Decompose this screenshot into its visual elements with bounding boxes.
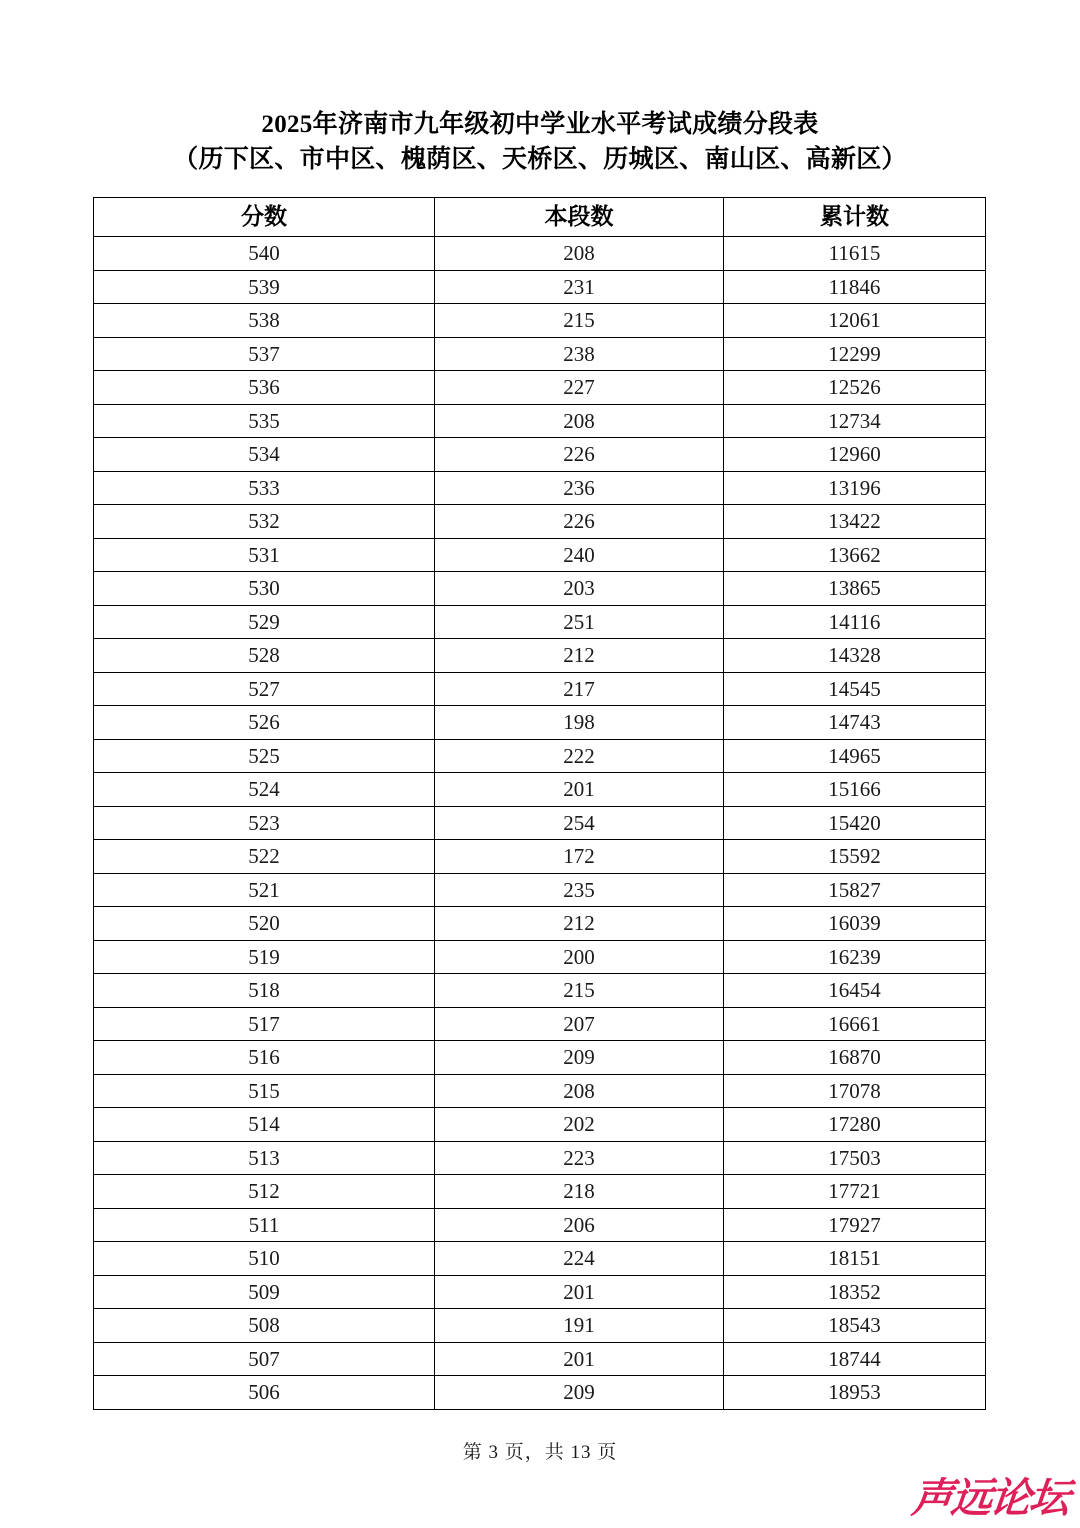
cell-segment-count: 201	[435, 1342, 724, 1376]
cell-segment-count: 215	[435, 304, 724, 338]
cell-cumulative-count: 18543	[724, 1309, 986, 1343]
cell-cumulative-count: 16870	[724, 1041, 986, 1075]
page-title: 2025年济南市九年级初中学业水平考试成绩分段表	[261, 111, 819, 138]
cell-segment-count: 235	[435, 873, 724, 907]
cell-cumulative-count: 16239	[724, 940, 986, 974]
cell-score: 531	[94, 538, 435, 572]
column-header-segment-count: 本段数	[435, 198, 724, 237]
cell-segment-count: 251	[435, 605, 724, 639]
cell-score: 526	[94, 706, 435, 740]
table-row	[94, 505, 986, 539]
cell-score: 535	[94, 404, 435, 438]
forum-watermark-logo	[853, 1470, 1071, 1526]
cell-segment-count: 206	[435, 1208, 724, 1242]
cell-score: 509	[94, 1275, 435, 1309]
cell-cumulative-count: 16454	[724, 974, 986, 1008]
cell-segment-count: 198	[435, 706, 724, 740]
cell-segment-count: 215	[435, 974, 724, 1008]
cell-segment-count: 203	[435, 572, 724, 606]
score-table-container	[93, 197, 985, 1410]
table-row	[94, 371, 986, 405]
table-row	[94, 438, 986, 472]
cell-score: 539	[94, 270, 435, 304]
table-row	[94, 1108, 986, 1142]
table-header	[94, 198, 986, 237]
page-footer: 第 3 页，共 13 页	[462, 1442, 618, 1463]
table-row	[94, 773, 986, 807]
cell-segment-count: 172	[435, 840, 724, 874]
cell-segment-count: 201	[435, 1275, 724, 1309]
cell-segment-count: 226	[435, 438, 724, 472]
table-row	[94, 304, 986, 338]
cell-score: 530	[94, 572, 435, 606]
cell-score: 510	[94, 1242, 435, 1276]
cell-score: 537	[94, 337, 435, 371]
table-row	[94, 706, 986, 740]
table-row	[94, 1376, 986, 1410]
cell-cumulative-count: 17078	[724, 1074, 986, 1108]
cell-score: 520	[94, 907, 435, 941]
title-block	[0, 0, 1080, 178]
score-distribution-table	[93, 197, 986, 1410]
cell-cumulative-count: 12960	[724, 438, 986, 472]
cell-segment-count: 191	[435, 1309, 724, 1343]
cell-segment-count: 208	[435, 1074, 724, 1108]
table-row	[94, 538, 986, 572]
cell-cumulative-count: 11615	[724, 237, 986, 271]
cell-segment-count: 201	[435, 773, 724, 807]
table-row	[94, 1342, 986, 1376]
cell-segment-count: 200	[435, 940, 724, 974]
cell-segment-count: 227	[435, 371, 724, 405]
table-row	[94, 1007, 986, 1041]
cell-segment-count: 236	[435, 471, 724, 505]
cell-cumulative-count: 18352	[724, 1275, 986, 1309]
cell-score: 513	[94, 1141, 435, 1175]
cell-score: 516	[94, 1041, 435, 1075]
column-header-score: 分数	[94, 198, 435, 237]
table-row	[94, 237, 986, 271]
cell-segment-count: 240	[435, 538, 724, 572]
table-row	[94, 1041, 986, 1075]
cell-score: 538	[94, 304, 435, 338]
table-row	[94, 840, 986, 874]
cell-segment-count: 208	[435, 404, 724, 438]
cell-segment-count: 238	[435, 337, 724, 371]
table-row	[94, 605, 986, 639]
table-row	[94, 907, 986, 941]
cell-score: 507	[94, 1342, 435, 1376]
cell-score: 533	[94, 471, 435, 505]
cell-score: 523	[94, 806, 435, 840]
table-row	[94, 806, 986, 840]
cell-cumulative-count: 17927	[724, 1208, 986, 1242]
table-body	[94, 237, 986, 1410]
table-row	[94, 1074, 986, 1108]
cell-score: 514	[94, 1108, 435, 1142]
cell-segment-count: 218	[435, 1175, 724, 1209]
table-row	[94, 672, 986, 706]
column-header-cumulative-count: 累计数	[724, 198, 986, 237]
table-row	[94, 1309, 986, 1343]
table-row	[94, 1208, 986, 1242]
page-subtitle: （历下区、市中区、槐荫区、天桥区、历城区、南山区、高新区）	[173, 146, 907, 173]
forum-logo-text: 声远论坛	[909, 1473, 1071, 1522]
cell-segment-count: 226	[435, 505, 724, 539]
table-row	[94, 974, 986, 1008]
cell-cumulative-count: 13422	[724, 505, 986, 539]
cell-score: 511	[94, 1208, 435, 1242]
cell-score: 532	[94, 505, 435, 539]
cell-cumulative-count: 14116	[724, 605, 986, 639]
cell-cumulative-count: 15166	[724, 773, 986, 807]
table-row	[94, 404, 986, 438]
cell-score: 517	[94, 1007, 435, 1041]
table-row	[94, 1175, 986, 1209]
cell-cumulative-count: 18151	[724, 1242, 986, 1276]
table-row	[94, 572, 986, 606]
cell-cumulative-count: 15827	[724, 873, 986, 907]
cell-cumulative-count: 11846	[724, 270, 986, 304]
cell-score: 508	[94, 1309, 435, 1343]
cell-cumulative-count: 12299	[724, 337, 986, 371]
cell-segment-count: 209	[435, 1041, 724, 1075]
cell-cumulative-count: 14965	[724, 739, 986, 773]
cell-cumulative-count: 12526	[724, 371, 986, 405]
table-row	[94, 739, 986, 773]
cell-score: 536	[94, 371, 435, 405]
cell-score: 512	[94, 1175, 435, 1209]
cell-segment-count: 224	[435, 1242, 724, 1276]
table-row	[94, 639, 986, 673]
table-row	[94, 471, 986, 505]
cell-cumulative-count: 16039	[724, 907, 986, 941]
cell-score: 522	[94, 840, 435, 874]
cell-segment-count: 208	[435, 237, 724, 271]
cell-segment-count: 212	[435, 639, 724, 673]
table-row	[94, 940, 986, 974]
cell-segment-count: 202	[435, 1108, 724, 1142]
cell-cumulative-count: 18744	[724, 1342, 986, 1376]
cell-cumulative-count: 12734	[724, 404, 986, 438]
cell-segment-count: 217	[435, 672, 724, 706]
cell-segment-count: 254	[435, 806, 724, 840]
table-row	[94, 1242, 986, 1276]
cell-segment-count: 223	[435, 1141, 724, 1175]
table-row	[94, 873, 986, 907]
cell-cumulative-count: 17280	[724, 1108, 986, 1142]
cell-cumulative-count: 14328	[724, 639, 986, 673]
cell-score: 521	[94, 873, 435, 907]
table-row	[94, 270, 986, 304]
cell-cumulative-count: 17503	[724, 1141, 986, 1175]
table-header-row	[94, 198, 986, 237]
cell-cumulative-count: 13865	[724, 572, 986, 606]
cell-cumulative-count: 18953	[724, 1376, 986, 1410]
cell-segment-count: 212	[435, 907, 724, 941]
cell-cumulative-count: 16661	[724, 1007, 986, 1041]
cell-cumulative-count: 12061	[724, 304, 986, 338]
table-row	[94, 1275, 986, 1309]
cell-cumulative-count: 13196	[724, 471, 986, 505]
cell-cumulative-count: 15592	[724, 840, 986, 874]
cell-score: 524	[94, 773, 435, 807]
cell-score: 525	[94, 739, 435, 773]
cell-score: 506	[94, 1376, 435, 1410]
cell-score: 529	[94, 605, 435, 639]
cell-cumulative-count: 13662	[724, 538, 986, 572]
cell-score: 527	[94, 672, 435, 706]
cell-score: 518	[94, 974, 435, 1008]
cell-segment-count: 207	[435, 1007, 724, 1041]
cell-score: 528	[94, 639, 435, 673]
table-row	[94, 337, 986, 371]
cell-score: 515	[94, 1074, 435, 1108]
cell-segment-count: 222	[435, 739, 724, 773]
cell-cumulative-count: 17721	[724, 1175, 986, 1209]
cell-score: 519	[94, 940, 435, 974]
cell-score: 540	[94, 237, 435, 271]
cell-cumulative-count: 14545	[724, 672, 986, 706]
cell-cumulative-count: 14743	[724, 706, 986, 740]
cell-cumulative-count: 15420	[724, 806, 986, 840]
cell-score: 534	[94, 438, 435, 472]
cell-segment-count: 231	[435, 270, 724, 304]
cell-segment-count: 209	[435, 1376, 724, 1410]
table-row	[94, 1141, 986, 1175]
